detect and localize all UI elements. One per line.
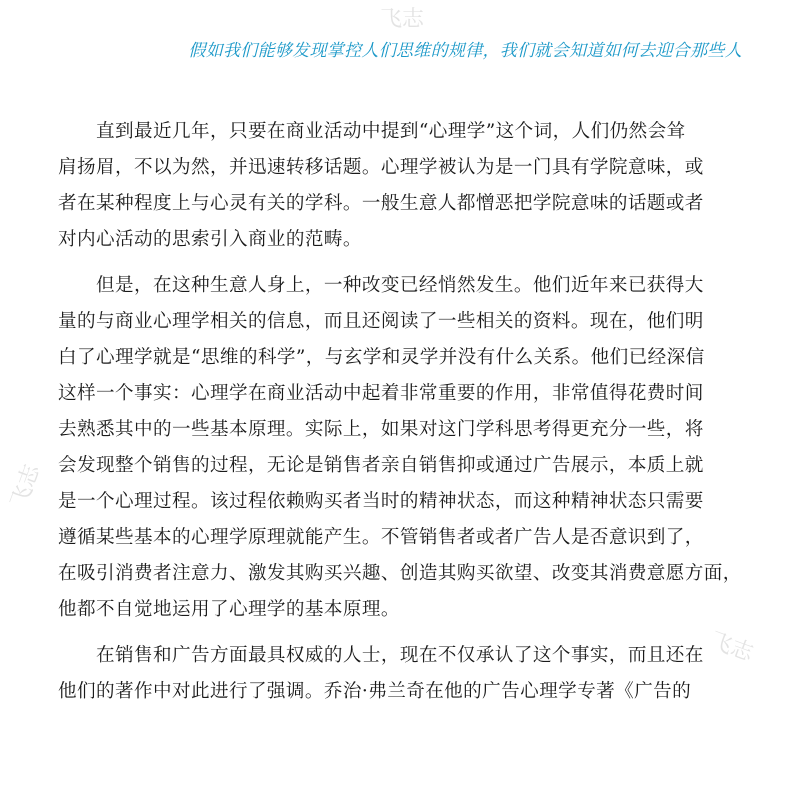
text-line: 对内心活动的思索引入商业的范畴。 xyxy=(58,229,362,250)
text-line: 他都不自觉地运用了心理学的基本原理。 xyxy=(58,599,400,620)
text-line: 但是，在这种生意人身上，一种改变已经悄然发生。他们近年来已获得大 xyxy=(58,275,704,296)
text-line: 肩扬眉，不以为然，并迅速转移话题。心理学被认为是一门具有学院意味，或 xyxy=(58,157,704,178)
watermark-right: 飞志 xyxy=(706,628,757,667)
text-line: 他们的著作中对此进行了强调。乔治·弗兰奇在他的广告心理学专著《广告的 xyxy=(58,681,692,702)
paragraph-1 xyxy=(58,114,748,258)
watermark-top: 飞志 xyxy=(380,7,425,32)
text-line: 在吸引消费者注意力、激发其购买兴趣、创造其购买欲望、改变其消费意愿方面， xyxy=(58,563,742,584)
text-line: 直到最近几年，只要在商业活动中提到“心理学”这个词，人们仍然会耸 xyxy=(58,121,686,142)
text-line: 在销售和广告方面最具权威的人士，现在不仅承认了这个事实，而且还在 xyxy=(58,645,704,666)
text-line: 量的与商业心理学相关的信息，而且还阅读了一些相关的资料。现在，他们明 xyxy=(58,311,704,332)
text-line: 白了心理学就是“思维的科学”，与玄学和灵学并没有什么关系。他们已经深信 xyxy=(58,347,705,368)
text-line: 遵循某些基本的心理学原理就能产生。不管销售者或者广告人是否意识到了， xyxy=(58,527,704,548)
text-line: 去熟悉其中的一些基本原理。实际上，如果对这门学科思考得更充分一些，将 xyxy=(58,419,704,440)
paragraph-3 xyxy=(58,638,748,710)
text-line: 这样一个事实：心理学在商业活动中起着非常重要的作用，非常值得花费时间 xyxy=(58,383,704,404)
text-line: 会发现整个销售的过程，无论是销售者亲自销售抑或通过广告展示，本质上就 xyxy=(58,455,704,476)
text-line: 是一个心理过程。该过程依赖购买者当时的精神状态，而这种精神状态只需要 xyxy=(58,491,704,512)
page-body xyxy=(58,114,748,710)
watermark-left: 飞志 xyxy=(6,461,46,512)
chapter-header: 假如我们能够发现掌控人们思维的规律，我们就会知道如何去迎合那些人 xyxy=(188,41,742,61)
paragraph-2 xyxy=(58,268,748,628)
text-line: 者在某种程度上与心灵有关的学科。一般生意人都憎恶把学院意味的话题或者 xyxy=(58,193,704,214)
